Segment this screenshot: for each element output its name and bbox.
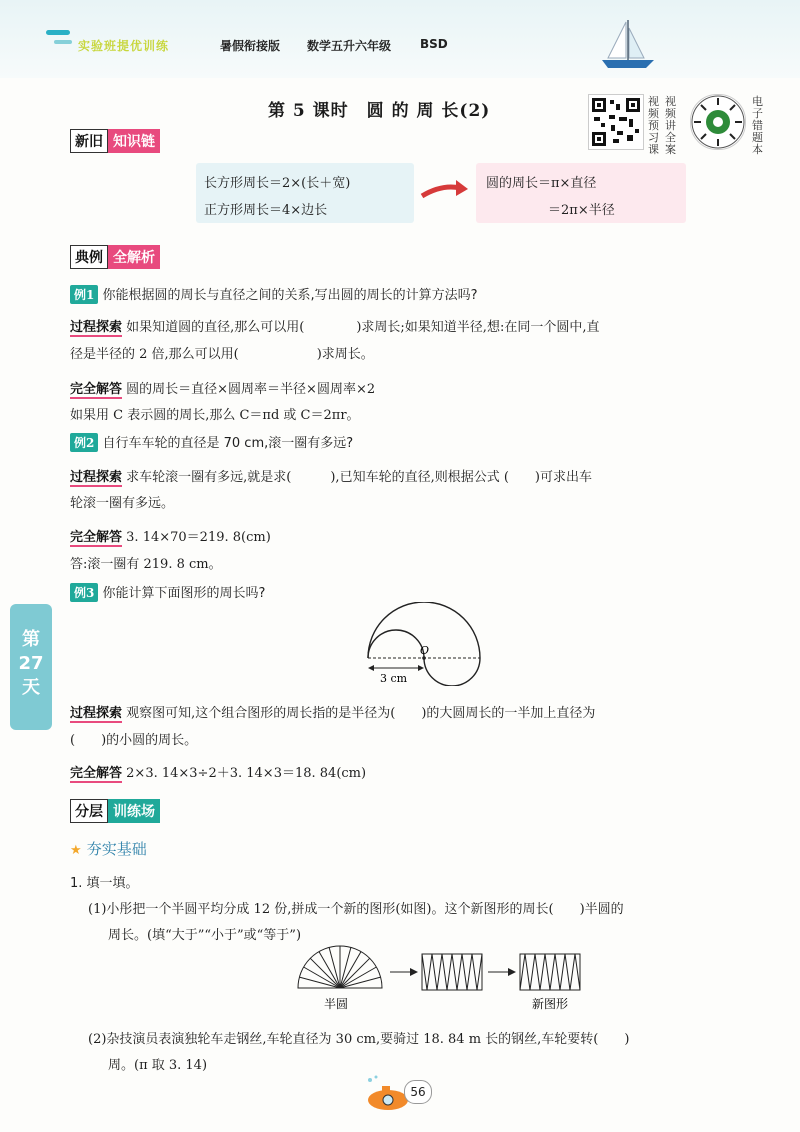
- example-tag: 例3: [70, 583, 98, 602]
- qr-label: 电子错题本: [752, 95, 763, 156]
- explore-text: 轮滚一圈有多远。: [70, 496, 175, 511]
- center-label: O: [420, 644, 430, 657]
- subsection-title: 夯实基础: [86, 840, 147, 858]
- star-icon: ★: [70, 843, 82, 858]
- explore-text: 求车轮滚一圈有多远,就是求( ),已知车轮的直径,则根据公式 ( )可求出车: [126, 470, 592, 485]
- submarine-icon: [360, 1074, 410, 1114]
- header-decoration: [54, 40, 72, 44]
- qr-label: 视频讲全案: [665, 95, 676, 156]
- formula-square: 正方形周长＝4×边长: [204, 203, 328, 218]
- lesson-title: 第 5 课时 圆 的 周 长(2): [268, 101, 491, 121]
- section-knowledge-chain: [70, 130, 160, 152]
- explore-text: 观察图可知,这个组合图形的周长指的是半径为( )的大圆周长的一半加上直径为: [126, 706, 596, 721]
- example-2-question: [70, 432, 353, 452]
- arrow-right-icon: [420, 176, 470, 204]
- step-label: 完全解答: [70, 378, 122, 399]
- example-2-explore: [70, 466, 592, 487]
- step-label: 过程探索: [70, 702, 122, 723]
- explore-text: 径是半径的 2 倍,那么可以用( )求周长。: [70, 347, 374, 362]
- section-label-b: 知识链: [108, 129, 160, 153]
- question-text: 你能计算下面图形的周长吗?: [102, 586, 266, 601]
- question-text: 自行车车轮的直径是 70 cm,滚一圈有多远?: [102, 436, 354, 451]
- section-label-b: 训练场: [108, 799, 160, 823]
- question-1-part-1: (1)小彤把一个半圆平均分成 12 份,拼成一个新的图形(如图)。这个新图形的周长( )半圆的: [88, 902, 624, 917]
- step-label: 过程探索: [70, 466, 122, 487]
- question-1-part-2-cont: 周。(π 取 3. 14): [108, 1058, 208, 1073]
- explore-text: 如果知道圆的直径,那么可以用( )求周长;如果知道半径,想:在同一个圆中,直: [126, 320, 600, 335]
- question-text: 你能根据圆的周长与直径之间的关系,写出圆的周长的计算方法吗?: [102, 288, 478, 303]
- answer-text: 2×3. 14×3÷2＋3. 14×3＝18. 84(cm): [126, 766, 367, 781]
- example-2-answer: [70, 526, 271, 547]
- question-1-part-1-cont: 周长。(填“大于”“小于”或“等于”): [108, 928, 302, 943]
- formula-circle-radius: ＝2π×半径: [548, 203, 615, 218]
- mini-program-code-icon[interactable]: [690, 94, 746, 150]
- dimension-label: 3 cm: [380, 672, 408, 685]
- example-1-answer: [70, 378, 375, 399]
- figure-label-new-shape: 新图形: [532, 997, 569, 1011]
- section-label-a: 新旧: [70, 129, 108, 153]
- explore-text: ( )的小圆的周长。: [70, 733, 198, 748]
- qr-code-icon[interactable]: [588, 94, 644, 150]
- section-examples: [70, 246, 160, 268]
- sailboat-icon: [598, 18, 658, 72]
- example-3-explore: [70, 702, 595, 723]
- edition-label: 暑假衔接版: [220, 39, 281, 53]
- section-label-a: 分层: [70, 799, 108, 823]
- day-label: 第27天: [18, 629, 44, 698]
- figure-label-semicircle: 半圆: [324, 997, 349, 1011]
- example-1-question: [70, 284, 478, 304]
- answer-text: 如果用 C 表示圆的周长,那么 C＝πd 或 C＝2πr。: [70, 408, 360, 423]
- example-3-answer: [70, 762, 366, 783]
- grade-label: 数学五升六年级: [307, 39, 392, 53]
- step-label: 完全解答: [70, 762, 122, 783]
- question-1-part-2: (2)杂技演员表演独轮车走钢丝,车轮直径为 30 cm,要骑过 18. 84 m 长的钢丝,车轮要转( ): [88, 1032, 630, 1047]
- example-1-explore: [70, 316, 599, 337]
- qr-label: 视频预习课: [648, 95, 659, 156]
- step-label: 完全解答: [70, 526, 122, 547]
- example-tag: 例2: [70, 433, 98, 452]
- header-decoration: [46, 30, 70, 35]
- formula-rectangle: 长方形周长＝2×(长＋宽): [204, 176, 351, 191]
- answer-text: 答:滚一圈有 219. 8 cm。: [70, 557, 222, 572]
- answer-text: 圆的周长＝直径×圆周率＝半径×圆周率×2: [126, 382, 376, 397]
- answer-text: 3. 14×70＝219. 8(cm): [126, 530, 271, 545]
- publisher-label: BSD: [420, 37, 448, 51]
- semicircle-rearrange-figure: [290, 944, 590, 1012]
- subsection-heading: [70, 838, 147, 859]
- example-tag: 例1: [70, 285, 98, 304]
- step-label: 过程探索: [70, 316, 122, 337]
- section-label-b: 全解析: [108, 245, 160, 269]
- formula-circle-diameter: 圆的周长＝π×直径: [486, 176, 597, 191]
- section-practice: [70, 800, 160, 822]
- example-3-question: [70, 582, 265, 602]
- series-title: 实验班提优训练: [78, 39, 170, 53]
- section-label-a: 典例: [70, 245, 108, 269]
- question-1-title: 1. 填一填。: [70, 876, 139, 891]
- page-number: 56: [404, 1080, 432, 1104]
- combined-circle-figure: [356, 602, 482, 686]
